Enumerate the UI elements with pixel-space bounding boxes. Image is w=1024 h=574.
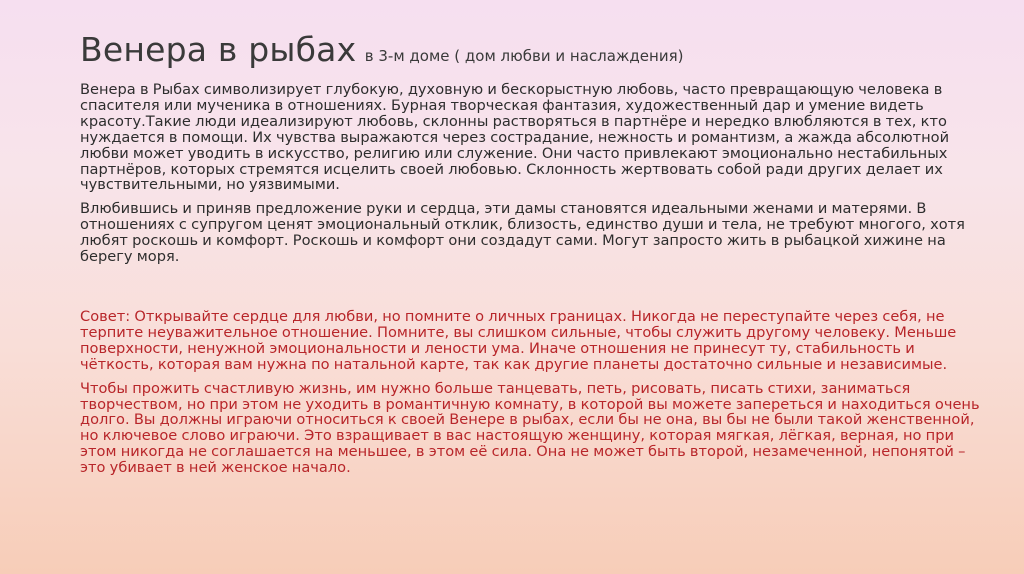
slide-body	[80, 82, 980, 476]
paragraph-marriage: Влюбившись и приняв предложение руки и сердца, эти дамы становятся идеальными женами и матерями. В отношениях с супругом ценят эмоциональный отклик, близость, единство души и тела, не требуют многого, хотя любят роскошь и комфорт. Роскошь и комфорт они создадут сами. Могут запросто жить в рыбацкой хижине на берегу моря.	[80, 200, 965, 266]
paragraph-advice: Совет: Открывайте сердце для любви, но помните о личных границах. Никогда не переступайте через себя, не терпите неуважительное отношение. Помните, вы слишком сильные, чтобы служить другому человеку. Меньше поверхности, ненужной эмоциональности и лености ума. Иначе отношения не принесут ту, стабильность и чёткость, которая вам нужна по натальной карте, так как другие планеты достаточно сильные и независимые.	[80, 307, 957, 373]
slide-title	[80, 30, 980, 69]
title-main: Венера в рыбах	[80, 30, 357, 69]
paragraph-description: Венера в Рыбах символизирует глубокую, духовную и бескорыстную любовь, часто превращающую человека в спасителя или мученика в отношениях. Бурная творческая фантазия, художественный дар и умение видеть красоту.Такие люди идеализируют любовь, склонны растворяться в партнёре и нередко влюбляются в тех, кто нуждается в помощи. Их чувства выражаются через сострадание, нежность и романтизм, а жажда абсолютной любви может уводить в искусство, религию или служение. Они часто привлекают эмоционально нестабильных партнёров, которых стремятся исцелить своей любовью. Склонность жертвовать собой ради других делает их чувствительными, но уязвимыми.	[80, 81, 950, 194]
paragraph-happiness: Чтобы прожить счастливую жизнь, им нужно больше танцевать, петь, рисовать, писать стихи, заниматься творчеством, но при этом не уходить в романтичную комнату, в которой вы можете запереться и находиться очень долго. Вы должны играючи относиться к своей Венере в рыбах, если бы не она, вы бы не были такой женственной, но ключевое слово играючи. Это взращивает в вас настоящую женщину, которая мягкая, лёгкая, верная, но при этом никогда не соглашается на меньшее, в этом её сила. Она не может быть второй, незамеченной, непонятой – это убивает в ней женское начало.	[80, 379, 980, 477]
title-subtitle: в 3-м доме ( дом любви и наслаждения)	[364, 47, 684, 65]
